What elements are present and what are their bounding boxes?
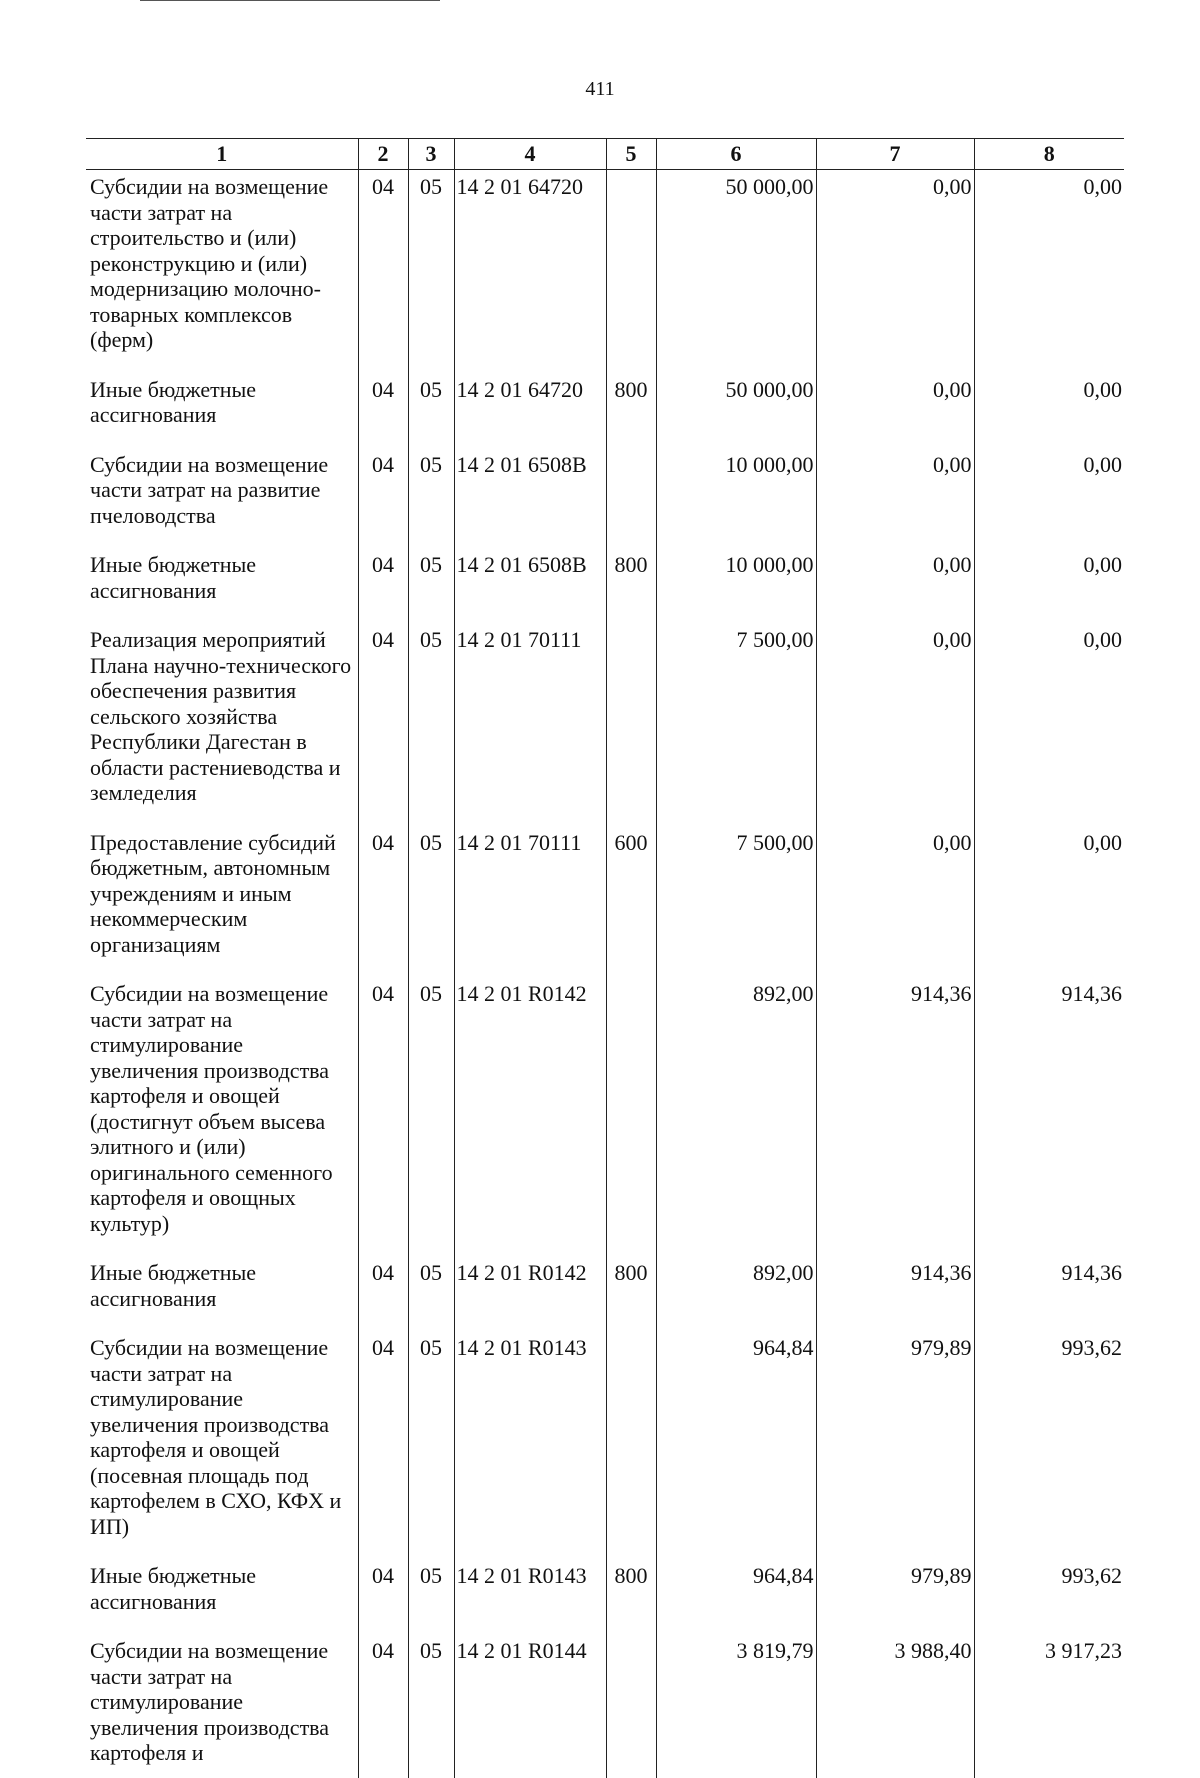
header-row — [86, 139, 1124, 170]
amount-col-6: 892,00 — [656, 1256, 816, 1331]
expense-type-code — [606, 1634, 656, 1778]
table-row — [86, 170, 1124, 373]
item-name: Иные бюджетные ассигнования — [90, 1563, 257, 1614]
subsection-code: 05 — [408, 1559, 454, 1634]
amount-col-8: 914,36 — [974, 1256, 1124, 1331]
target-article-code: 14 2 01 R0143 — [454, 1559, 606, 1634]
expense-type-code — [606, 623, 656, 826]
table-row — [86, 623, 1124, 826]
target-article-code: 14 2 01 R0142 — [454, 977, 606, 1256]
amount-col-6: 10 000,00 — [656, 548, 816, 623]
header-col-5: 5 — [606, 139, 656, 170]
expense-type-code: 800 — [606, 548, 656, 623]
expense-type-code: 800 — [606, 1256, 656, 1331]
amount-col-7: 0,00 — [816, 170, 974, 373]
item-name: Субсидии на возмещение части затрат на развитие пчеловодства — [90, 451, 329, 528]
item-name: Субсидии на возмещение части затрат на стимулирование увеличения производства картофеля и овощей (достигнут объем высева элитного и (или) оригинального семенного картофеля и овощных культур) — [90, 981, 333, 1236]
subsection-code: 05 — [408, 448, 454, 549]
target-article-code: 14 2 01 64720 — [454, 170, 606, 373]
amount-col-7: 3 988,40 — [816, 1634, 974, 1778]
subsection-code: 05 — [408, 170, 454, 373]
header-col-3: 3 — [408, 139, 454, 170]
section-code: 04 — [358, 448, 408, 549]
amount-col-6: 964,84 — [656, 1331, 816, 1559]
item-name: Иные бюджетные ассигнования — [90, 552, 257, 603]
subsection-code: 05 — [408, 977, 454, 1256]
item-name: Субсидии на возмещение части затрат на стимулирование увеличения производства картофеля и овощей (посевная площадь под картофелем в СХО, КФХ и ИП) — [90, 1335, 342, 1539]
expense-type-code — [606, 977, 656, 1256]
amount-col-8: 0,00 — [974, 548, 1124, 623]
amount-col-8: 914,36 — [974, 977, 1124, 1256]
subsection-code: 05 — [408, 1331, 454, 1559]
amount-col-8: 0,00 — [974, 623, 1124, 826]
section-code: 04 — [358, 1559, 408, 1634]
target-article-code: 14 2 01 R0142 — [454, 1256, 606, 1331]
amount-col-6: 50 000,00 — [656, 373, 816, 448]
scan-top-edge-line — [140, 0, 440, 1]
amount-col-8: 3 917,23 — [974, 1634, 1124, 1778]
table-row — [86, 373, 1124, 448]
amount-col-6: 7 500,00 — [656, 623, 816, 826]
target-article-code: 14 2 01 6508В — [454, 448, 606, 549]
table-row — [86, 826, 1124, 978]
page-number: 411 — [585, 78, 615, 100]
amount-col-7: 0,00 — [816, 548, 974, 623]
target-article-code: 14 2 01 6508В — [454, 548, 606, 623]
header-col-2: 2 — [358, 139, 408, 170]
table-header — [86, 139, 1124, 170]
expense-type-code: 800 — [606, 1559, 656, 1634]
amount-col-7: 914,36 — [816, 1256, 974, 1331]
header-col-8: 8 — [974, 139, 1124, 170]
table-row — [86, 1559, 1124, 1634]
subsection-code: 05 — [408, 1634, 454, 1778]
amount-col-6: 892,00 — [656, 977, 816, 1256]
amount-col-7: 0,00 — [816, 448, 974, 549]
amount-col-7: 979,89 — [816, 1559, 974, 1634]
expense-type-code — [606, 448, 656, 549]
amount-col-7: 0,00 — [816, 826, 974, 978]
amount-col-8: 993,62 — [974, 1331, 1124, 1559]
subsection-code: 05 — [408, 373, 454, 448]
amount-col-8: 0,00 — [974, 373, 1124, 448]
amount-col-8: 0,00 — [974, 170, 1124, 373]
target-article-code: 14 2 01 64720 — [454, 373, 606, 448]
header-col-4: 4 — [454, 139, 606, 170]
expense-type-code: 800 — [606, 373, 656, 448]
item-name: Субсидии на возмещение части затрат на строительство и (или) реконструкцию и (или) модернизацию молочно-товарных комплексов (ферм) — [90, 174, 329, 352]
amount-col-8: 0,00 — [974, 448, 1124, 549]
expense-type-code: 600 — [606, 826, 656, 978]
amount-col-8: 0,00 — [974, 826, 1124, 978]
item-name: Реализация мероприятий Плана научно-технического обеспечения развития сельского хозяйства Республики Дагестан в области растениеводства и земледелия — [90, 627, 352, 805]
amount-col-6: 10 000,00 — [656, 448, 816, 549]
amount-col-7: 979,89 — [816, 1331, 974, 1559]
amount-col-6: 7 500,00 — [656, 826, 816, 978]
item-name: Предоставление субсидий бюджетным, автономным учреждениям и иным некоммерческим организациям — [90, 829, 336, 957]
item-name: Субсидии на возмещение части затрат на стимулирование увеличения производства картофеля и — [90, 1638, 330, 1765]
table-row — [86, 1256, 1124, 1331]
section-code: 04 — [358, 977, 408, 1256]
table-row — [86, 1331, 1124, 1559]
table-body — [86, 170, 1124, 1778]
table-row — [86, 977, 1124, 1256]
section-code: 04 — [358, 170, 408, 373]
amount-col-7: 0,00 — [816, 623, 974, 826]
expense-type-code — [606, 1331, 656, 1559]
subsection-code: 05 — [408, 1256, 454, 1331]
section-code: 04 — [358, 1331, 408, 1559]
item-name: Иные бюджетные ассигнования — [90, 1260, 257, 1311]
header-col-1: 1 — [86, 139, 358, 170]
item-name: Иные бюджетные ассигнования — [90, 376, 257, 427]
amount-col-7: 0,00 — [816, 373, 974, 448]
target-article-code: 14 2 01 70111 — [454, 623, 606, 826]
table-row — [86, 548, 1124, 623]
target-article-code: 14 2 01 70111 — [454, 826, 606, 978]
section-code: 04 — [358, 1256, 408, 1331]
target-article-code: 14 2 01 R0143 — [454, 1331, 606, 1559]
table-row — [86, 448, 1124, 549]
section-code: 04 — [358, 1634, 408, 1778]
section-code: 04 — [358, 826, 408, 978]
expense-type-code — [606, 170, 656, 373]
section-code: 04 — [358, 548, 408, 623]
table-row — [86, 1634, 1124, 1778]
section-code: 04 — [358, 373, 408, 448]
budget-table — [86, 138, 1124, 1778]
amount-col-7: 914,36 — [816, 977, 974, 1256]
amount-col-6: 964,84 — [656, 1559, 816, 1634]
amount-col-6: 50 000,00 — [656, 170, 816, 373]
subsection-code: 05 — [408, 623, 454, 826]
subsection-code: 05 — [408, 826, 454, 978]
target-article-code: 14 2 01 R0144 — [454, 1634, 606, 1778]
amount-col-8: 993,62 — [974, 1559, 1124, 1634]
section-code: 04 — [358, 623, 408, 826]
header-col-6: 6 — [656, 139, 816, 170]
subsection-code: 05 — [408, 548, 454, 623]
amount-col-6: 3 819,79 — [656, 1634, 816, 1778]
header-col-7: 7 — [816, 139, 974, 170]
